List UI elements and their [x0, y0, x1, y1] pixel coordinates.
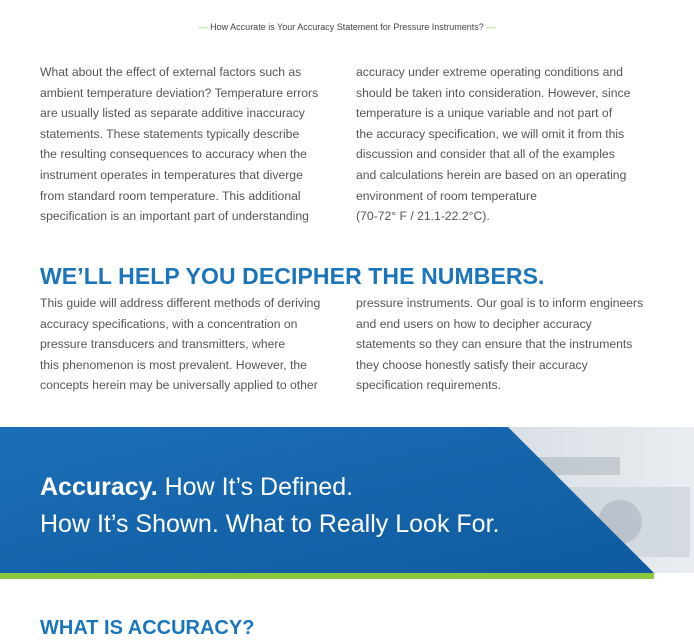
- decipher-right-column: [356, 293, 643, 396]
- header-title: How Accurate is Your Accuracy Statement for Pressure Instruments?: [210, 22, 484, 32]
- text-line: specification requirements.: [356, 378, 501, 393]
- text-line: accuracy under extreme operating conditions and: [356, 65, 623, 79]
- section-heading-decipher: WE’LL HELP YOU DECIPHER THE NUMBERS.: [40, 263, 545, 289]
- text-line: This guide will address different methods of deriving: [40, 296, 321, 310]
- intro-right-column: [356, 62, 630, 227]
- banner-title-line-1: [40, 469, 499, 506]
- section-heading-what-is-accuracy: WHAT IS ACCURACY?: [40, 617, 255, 639]
- text-line: accuracy specifications, with a concentration on: [40, 316, 298, 331]
- banner-title-bold: Accuracy.: [40, 473, 158, 501]
- text-line: from standard room temperature. This additional: [40, 188, 301, 203]
- header-dash-left: —: [198, 22, 208, 32]
- text-line: statements so they can ensure that the instruments: [356, 337, 633, 352]
- text-line: pressure transducers and transmitters, where: [40, 337, 286, 352]
- text-line: (70-72° F / 21.1-22.2°C).: [356, 209, 490, 224]
- running-header: [0, 22, 694, 32]
- green-stripe: [0, 573, 654, 579]
- banner-title-line-2: How It’s Shown. What to Really Look For.: [40, 510, 500, 538]
- text-line: instrument operates in temperatures that diverge: [40, 167, 303, 182]
- text-line: ambient temperature deviation? Temperature errors: [40, 85, 319, 100]
- text-line: specification is an important part of understanding: [40, 209, 309, 224]
- header-dash-right: —: [486, 22, 496, 32]
- text-line: pressure instruments. Our goal is to inform engineers: [356, 296, 644, 310]
- banner-title: [40, 469, 499, 543]
- text-line: are usually listed as separate additive inaccuracy: [40, 106, 305, 121]
- text-line: the accuracy specification, we will omit it from this: [356, 126, 625, 141]
- text-line: concepts herein may be universally applied to other: [40, 378, 318, 393]
- text-line: this phenomenon is most prevalent. However, the: [40, 357, 307, 372]
- text-line: should be taken into consideration. However, since: [356, 85, 631, 100]
- text-line: What about the effect of external factors such as: [40, 65, 302, 79]
- intro-left-column: [40, 62, 318, 227]
- text-line: the resulting consequences to accuracy when the: [40, 147, 307, 162]
- text-line: environment of room temperature: [356, 188, 537, 203]
- text-line: temperature is a unique variable and not part of: [356, 106, 613, 121]
- decipher-left-column: [40, 293, 320, 396]
- text-line: and end users on how to decipher accuracy: [356, 316, 592, 331]
- text-line: and calculations herein are based on an operating: [356, 167, 627, 182]
- text-line: they choose honestly satisfy their accuracy: [356, 357, 588, 372]
- banner-title-rest: How It’s Defined.: [157, 473, 354, 501]
- text-line: discussion and consider that all of the examples: [356, 147, 615, 162]
- text-line: statements. These statements typically describe: [40, 126, 300, 141]
